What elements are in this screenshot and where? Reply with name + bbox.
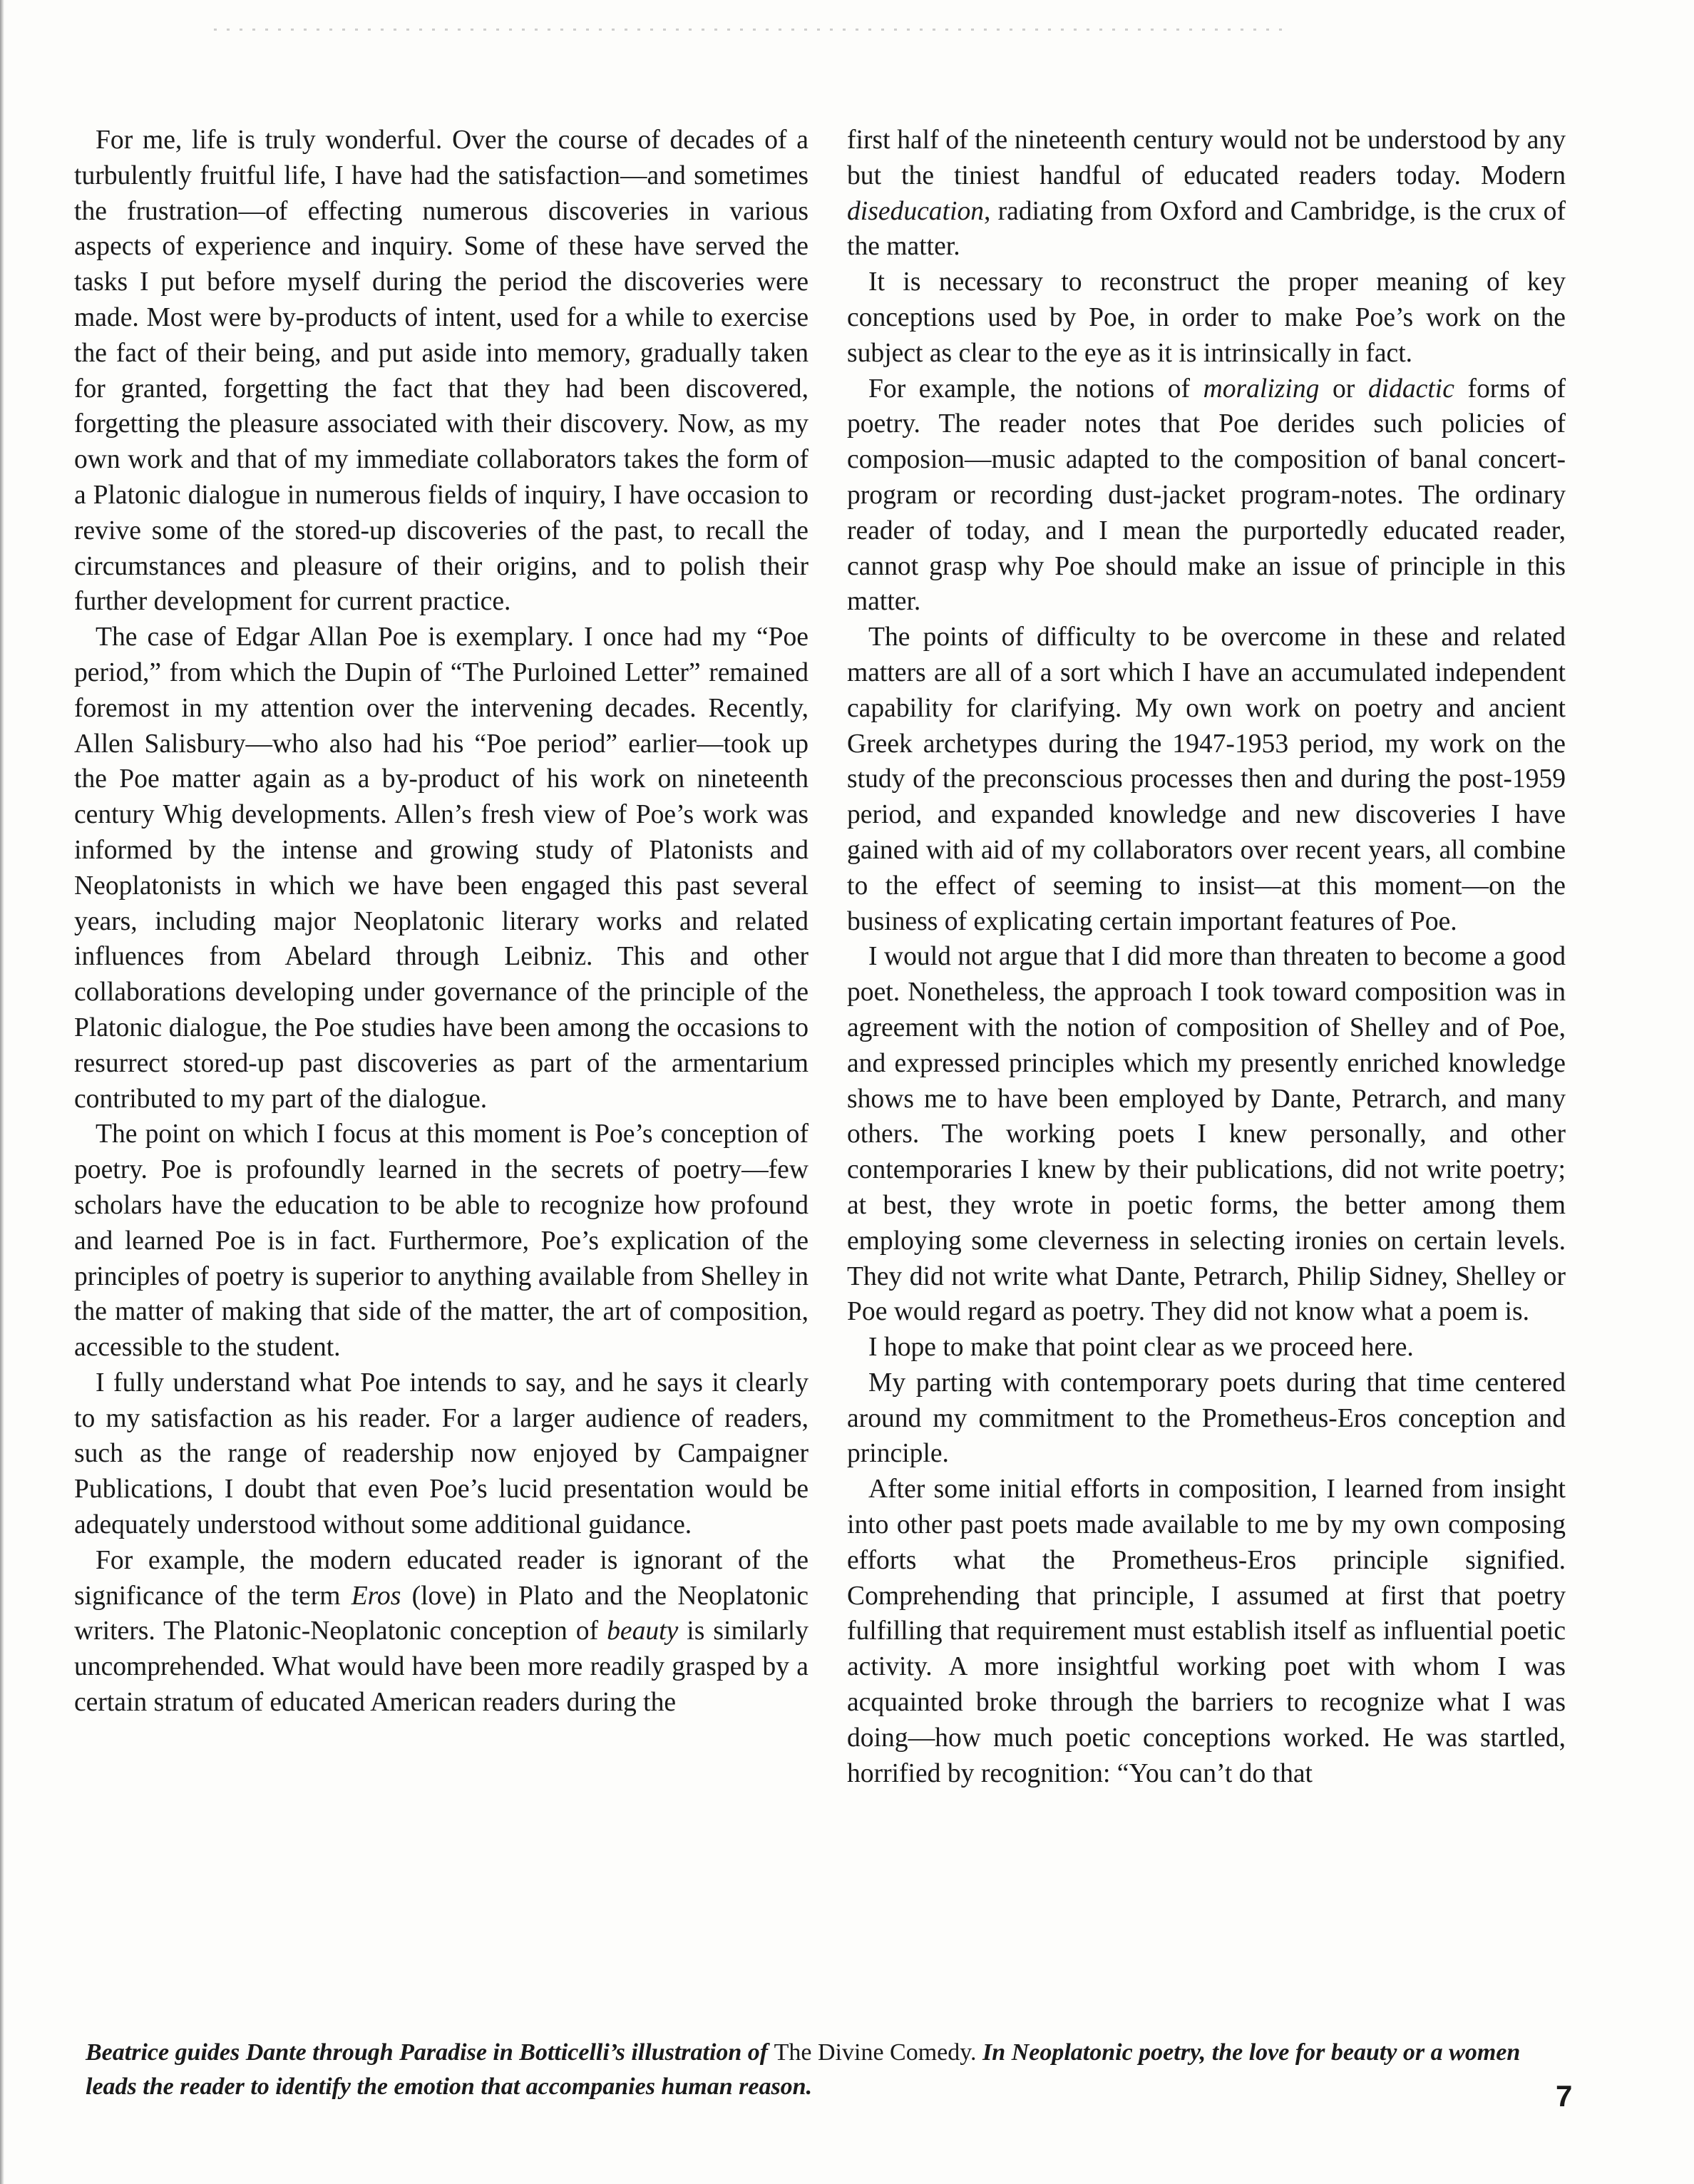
scan-edge-shadow bbox=[0, 0, 4, 2184]
paragraph: For me, life is truly wonderful. Over the course of decades of a turbulently fruitful life, I have had the satisfaction—and sometimes the frustration—of effecting numerous discoveries in various aspects of experience and inquiry. Some of these have served the tasks I put before myself during the period the discoveries were made. Most were by-products of intent, used for a while to exercise the fact of their being, and put aside into memory, gradually taken for granted, forgetting the fact that they had been discovered, forgetting the pleasure associated with their discovery. Now, as my own work and that of my immediate collaborators takes the form of a Platonic dialogue in numerous fields of inquiry, I have occasion to revive some of the stored-up discoveries of the past, to recall the circumstances and pleasure of their origins, and to polish their further development for current practice. bbox=[74, 125, 808, 617]
article-right-column bbox=[847, 123, 1566, 1791]
caption-text-continued: In Neoplatonic poetry, the love for beauty or a women leads the reader to identify the emotion that accompanies human reason. bbox=[86, 2039, 1521, 2100]
paragraph: The case of Edgar Allan Poe is exemplary. I once had my “Poe period,” from which the Dupin of “The Purloined Letter” remained foremost in my attention over the intervening decades. Recently, Allen Salisbury—who also had his “Poe period” earlier—took up the Poe matter again as a by-product of his work on nineteenth century Whig developments. Allen’s fresh view of Poe’s work was informed by the intense and growing study of Platonists and Neoplatonists in which we have been engaged this past several years, including major Neoplatonic literary works and related influences from Abelard through Leibniz. This and other collaborations developing under governance of the principle of the Platonic dialogue, the Poe studies have been among the occasions to resurrect stored-up past discoveries as part of the armentarium contributed to my part of the dialogue. bbox=[74, 622, 808, 1114]
caption-text: Beatrice guides Dante through Paradise in Botticelli’s illustration of bbox=[86, 2039, 774, 2066]
paragraph: It is necessary to reconstruct the proper meaning of key conceptions used by Poe, in order to make Poe’s work on the subject as clear to the eye as it is intrinsically in fact. bbox=[847, 267, 1566, 368]
paragraph: first half of the nineteenth century would not be understood by any but the tiniest handful of educated readers today. Modern diseducation, radiating from Oxford and Cambridge, is the crux of the matter. bbox=[847, 125, 1566, 262]
caption-work-title: The Divine Comedy. bbox=[774, 2039, 977, 2066]
paragraph: My parting with contemporary poets during that time centered around my commitment to the Prometheus-Eros conception and principle. bbox=[847, 1368, 1566, 1469]
paragraph: The point on which I focus at this moment is Poe’s conception of poetry. Poe is profoundly learned in the secrets of poetry—few scholars have the education to be able to recognize how profound and learned Poe is in fact. Furthermore, Poe’s explication of the principles of poetry is superior to anything available from Shelley in the matter of making that side of the matter, the art of composition, accessible to the student. bbox=[74, 1119, 808, 1363]
paragraph: For example, the modern educated reader is ignorant of the significance of the term Eros (love) in Plato and the Neoplatonic writers. The Platonic-Neoplatonic conception of beauty is similarly uncomprehended. What would have been more readily grasped by a certain stratum of educated American readers during the bbox=[74, 1545, 808, 1718]
paragraph: I fully understand what Poe intends to say, and he says it clearly to my satisfaction as his reader. For a larger audience of readers, such as the range of readership now enjoyed by Campaigner Publications, I doubt that even Poe’s lucid presentation would be adequately understood without some additional guidance. bbox=[74, 1368, 808, 1540]
paragraph: After some initial efforts in composition, I learned from insight into other past poets made available to me by my own composing efforts what the Prometheus-Eros principle signified. Comprehending that principle, I assumed at first that poetry fulfilling that requirement must establish itself as influential poetic activity. A more insightful working poet with whom I was acquainted broke through the barriers to recognize what I was doing—how much poetic conceptions worked. He was startled, horrified by recognition: “You can’t do that bbox=[847, 1475, 1566, 1788]
page-number: 7 bbox=[1556, 2079, 1573, 2113]
scan-top-artifacts bbox=[214, 29, 1283, 31]
paragraph: The points of difficulty to be overcome in these and related matters are all of a sort which I have an accumulated independent capability for clarifying. My own work on poetry and ancient Greek archetypes during the 1947-1953 period, my work on the study of the preconscious processes then and during the post-1959 period, and expanded knowledge and new discoveries I have gained with aid of my collaborators over recent years, all combine to the effect of seeming to insist—at this moment—on the business of explicating certain important features of Poe. bbox=[847, 622, 1566, 936]
paragraph: For example, the notions of moralizing or didactic forms of poetry. The reader notes that Poe derides such policies of composion—music adapted to the composition of banal concert-program or recording dust-jacket program-notes. The ordinary reader of today, and I mean the purportedly educated reader, cannot grasp why Poe should make an issue of principle in this matter. bbox=[847, 374, 1566, 617]
article-left-column bbox=[74, 123, 808, 1721]
illustration-caption bbox=[86, 2036, 1569, 2104]
paragraph: I would not argue that I did more than threaten to become a good poet. Nonetheless, the approach I took toward composition was in agreement with the notion of composition of Shelley and of Poe, and expressed principles which my presently enriched knowledge shows me to have been employed by Dante, Petrarch, and many others. The working poets I knew personally, and other contemporaries I knew by their publications, did not write poetry; at best, they wrote in poetic forms, the better among them employing some cleverness in selecting ironies on certain levels. They did not write what Dante, Petrarch, Philip Sidney, Shelley or Poe would regard as poetry. They did not know what a poem is. bbox=[847, 942, 1566, 1327]
paragraph: I hope to make that point clear as we proceed here. bbox=[868, 1333, 1414, 1363]
